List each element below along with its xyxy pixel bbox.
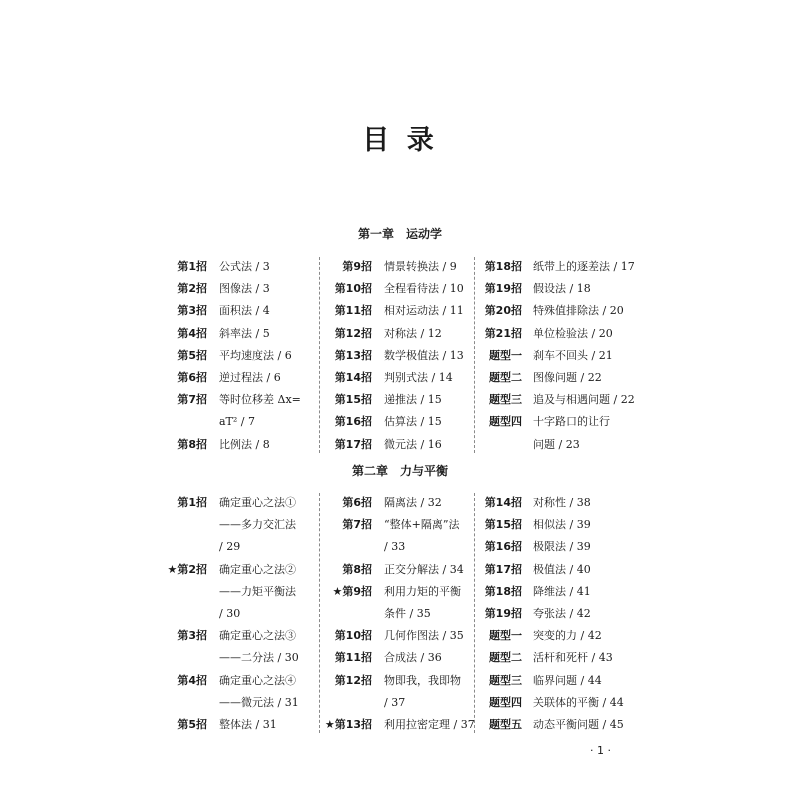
- toc-entry-title: aT² / 7: [219, 415, 256, 429]
- toc-entry-title: 对称法 / 12: [384, 326, 442, 340]
- column-divider: [319, 257, 320, 453]
- toc-entry-title: 图像法 / 3: [219, 282, 270, 296]
- column-divider: [474, 257, 475, 453]
- toc-entry-number: 第2招: [177, 282, 207, 296]
- toc-entry-title: ——力矩平衡法: [219, 584, 296, 598]
- toc-entry-number: 题型一: [489, 348, 522, 362]
- toc-entry-number: 题型四: [489, 695, 522, 709]
- toc-entry-number: 第7招: [342, 518, 372, 532]
- toc-entry-number: 第11招: [334, 304, 372, 318]
- toc-entry-title: 数学极值法 / 13: [384, 348, 464, 362]
- toc-entry[interactable]: [0, 324, 800, 344]
- toc-entry-title: “整体+隔离”法: [384, 518, 460, 532]
- toc-entry-number: 第7招: [177, 393, 207, 407]
- toc-entry[interactable]: [0, 582, 800, 602]
- toc-entry-number: 第13招: [334, 348, 372, 362]
- toc-entry-number: 第10招: [334, 629, 372, 643]
- column-divider: [319, 493, 320, 733]
- toc-entry-number: ★第9招: [332, 584, 372, 598]
- toc-entry-number: 第8招: [342, 562, 372, 576]
- toc-title: 目 录: [362, 125, 438, 156]
- toc-entry-title: 单位检验法 / 20: [533, 326, 613, 340]
- toc-entry-title: ——多力交汇法: [219, 518, 296, 532]
- toc-entry-title: 相似法 / 39: [533, 518, 591, 532]
- toc-entry[interactable]: [0, 368, 800, 388]
- toc-entry-title: 斜率法 / 5: [219, 326, 270, 340]
- toc-entry-title: 降维法 / 41: [533, 584, 591, 598]
- toc-entry-title: 整体法 / 31: [219, 718, 277, 731]
- toc-entry-title: 对称性 / 38: [533, 496, 591, 509]
- toc-entry-title: 确定重心之法③: [219, 629, 296, 643]
- toc-entry-number: 第19招: [484, 607, 522, 620]
- toc-entry-title: 判别式法 / 14: [384, 371, 453, 384]
- toc-entry-title: 十字路口的让行: [533, 415, 610, 429]
- toc-entry-number: 第16招: [484, 540, 522, 554]
- toc-entry-title: 微元法 / 16: [384, 437, 442, 451]
- toc-entry-title: 夸张法 / 42: [533, 607, 591, 620]
- toc-entry[interactable]: [0, 435, 800, 455]
- toc-entry-title: 临界问题 / 44: [533, 673, 602, 687]
- toc-entry-title: 等时位移差 Δx=: [219, 393, 301, 407]
- toc-entry-number: 第21招: [484, 326, 522, 340]
- chapter-2-heading: 第二章 力与平衡: [351, 464, 448, 478]
- toc-entry-number: 第14招: [334, 371, 372, 384]
- toc-entry-number: 第11招: [334, 651, 372, 665]
- toc-entry-title: 利用拉密定理 / 37: [384, 718, 475, 731]
- toc-entry-title: 相对运动法 / 11: [384, 304, 464, 318]
- toc-entry[interactable]: [0, 560, 800, 580]
- toc-entry-title: 突变的力 / 42: [533, 629, 602, 643]
- toc-entry[interactable]: [0, 648, 800, 668]
- toc-entry-number: 第4招: [177, 326, 207, 340]
- toc-entry-number: 题型四: [489, 415, 522, 429]
- toc-entry-title: / 29: [219, 540, 241, 554]
- toc-entry-number: 题型三: [489, 393, 522, 407]
- toc-entry-number: ★第2招: [167, 562, 207, 576]
- toc-entry-title: 极值法 / 40: [533, 562, 591, 576]
- chapter-1-grid: [0, 257, 800, 457]
- toc-entry[interactable]: [0, 515, 800, 535]
- chapter-1-heading: 第一章 运动学: [357, 227, 442, 241]
- toc-entry-title: 纸带上的逐差法 / 17: [533, 260, 635, 273]
- page-number: · 1 ·: [590, 744, 611, 757]
- toc-entry-number: 题型三: [489, 673, 522, 687]
- toc-entry-number: 第15招: [334, 393, 372, 407]
- toc-entry-title: 逆过程法 / 6: [219, 371, 281, 384]
- toc-entry-title: / 33: [384, 540, 406, 554]
- toc-entry-title: 问题 / 23: [533, 437, 580, 451]
- toc-entry-title: 估算法 / 15: [384, 415, 442, 429]
- toc-entry-number: 第17招: [484, 562, 522, 576]
- toc-entry-number: 第16招: [334, 415, 372, 429]
- toc-entry[interactable]: [0, 390, 800, 410]
- toc-entry-title: 全程看待法 / 10: [384, 282, 464, 296]
- toc-entry-number: 第19招: [484, 282, 522, 296]
- toc-entry-title: 确定重心之法①: [219, 496, 296, 509]
- toc-entry[interactable]: [0, 671, 800, 691]
- toc-entry-number: 第3招: [177, 629, 207, 643]
- toc-entry-number: 第20招: [484, 304, 522, 318]
- toc-entry-title: 比例法 / 8: [219, 437, 270, 451]
- toc-entry-number: 第3招: [177, 304, 207, 318]
- toc-entry-number: 第14招: [484, 496, 522, 509]
- toc-entry-number: 第5招: [177, 348, 207, 362]
- toc-entry-number: 第10招: [334, 282, 372, 296]
- toc-entry[interactable]: [0, 279, 800, 299]
- toc-entry-title: 特殊值排除法 / 20: [533, 304, 624, 318]
- toc-entry[interactable]: [0, 626, 800, 646]
- toc-entry[interactable]: [0, 537, 800, 557]
- toc-entry-title: / 37: [384, 695, 406, 709]
- toc-entry-title: 图像问题 / 22: [533, 371, 602, 384]
- toc-entry-title: 正交分解法 / 34: [384, 562, 464, 576]
- toc-entry[interactable]: [0, 604, 800, 624]
- toc-entry-number: 第5招: [177, 718, 207, 731]
- toc-entry-number: 第6招: [177, 371, 207, 384]
- toc-entry-title: 极限法 / 39: [533, 540, 591, 554]
- toc-entry[interactable]: [0, 693, 800, 713]
- toc-entry-title: 合成法 / 36: [384, 651, 442, 665]
- toc-entry-number: 第17招: [334, 437, 372, 451]
- toc-entry-title: 物即我，我即物: [384, 673, 461, 687]
- toc-entry-number: 题型五: [489, 718, 522, 731]
- column-divider: [474, 493, 475, 733]
- toc-entry-title: ——微元法 / 31: [219, 695, 299, 709]
- toc-entry-title: 刹车不回头 / 21: [533, 348, 613, 362]
- toc-entry[interactable]: [0, 257, 800, 277]
- toc-entry-number: 题型一: [489, 629, 522, 643]
- toc-entry-title: 追及与相遇问题 / 22: [533, 393, 635, 407]
- toc-entry-title: 平均速度法 / 6: [219, 348, 292, 362]
- toc-entry-title: 关联体的平衡 / 44: [533, 695, 624, 709]
- toc-entry-number: ★第13招: [324, 718, 372, 731]
- toc-entry-number: 第18招: [484, 584, 522, 598]
- toc-entry-title: ——二分法 / 30: [219, 651, 299, 665]
- toc-entry-number: 第1招: [177, 496, 207, 509]
- toc-entry-number: 第9招: [342, 260, 372, 273]
- toc-entry-title: 条件 / 35: [384, 606, 431, 620]
- toc-entry[interactable]: [0, 346, 800, 366]
- toc-entry-title: 活杆和死杆 / 43: [533, 651, 613, 665]
- toc-entry-number: 第4招: [177, 673, 207, 687]
- toc-entry-number: 第6招: [342, 496, 372, 509]
- toc-entry-title: 假设法 / 18: [533, 282, 591, 296]
- toc-entry[interactable]: [0, 493, 800, 513]
- toc-entry-title: 递推法 / 15: [384, 393, 442, 407]
- toc-entry-title: 利用力矩的平衡: [384, 584, 461, 598]
- toc-entry-number: 第12招: [334, 326, 372, 340]
- toc-entry-title: 动态平衡问题 / 45: [533, 718, 624, 731]
- toc-entry-title: / 30: [219, 606, 241, 620]
- toc-entry-number: 题型二: [489, 371, 522, 384]
- toc-entry-title: 确定重心之法②: [219, 562, 296, 576]
- toc-entry[interactable]: [0, 715, 800, 735]
- toc-entry-number: 题型二: [489, 651, 522, 665]
- toc-entry-number: 第1招: [177, 260, 207, 273]
- toc-entry-title: 情景转换法 / 9: [384, 260, 457, 273]
- toc-entry[interactable]: [0, 301, 800, 321]
- chapter-2-grid: [0, 493, 800, 737]
- toc-entry-title: 面积法 / 4: [219, 304, 270, 318]
- toc-entry-number: 第12招: [334, 673, 372, 687]
- toc-entry-title: 公式法 / 3: [219, 260, 270, 273]
- toc-entry-title: 确定重心之法④: [219, 673, 296, 687]
- toc-entry-title: 几何作图法 / 35: [384, 629, 464, 643]
- toc-entry-number: 第8招: [177, 437, 207, 451]
- toc-entry-number: 第18招: [484, 260, 522, 273]
- toc-entry-number: 第15招: [484, 518, 522, 532]
- toc-entry-title: 隔离法 / 32: [384, 496, 442, 509]
